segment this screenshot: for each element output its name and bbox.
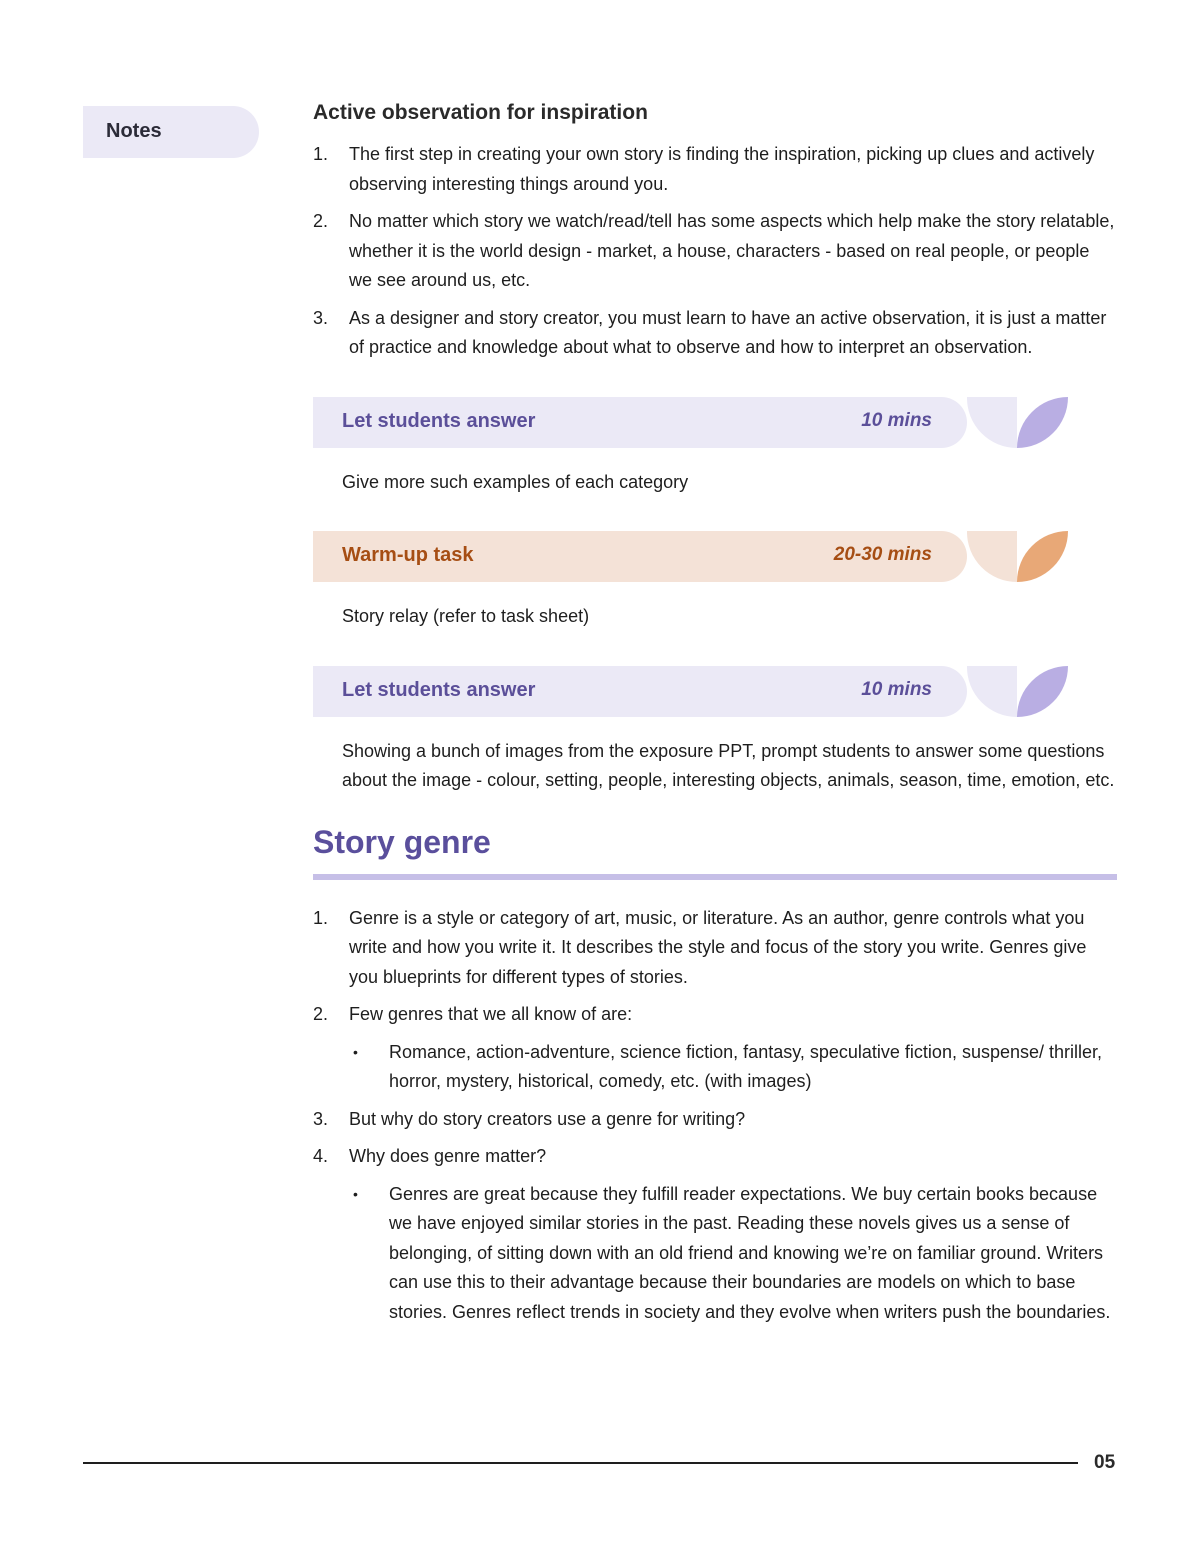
list-item: 2. Few genres that we all know of are: • Romance, action-adventure, science fiction, fantasy, speculative fiction, suspense/ thriller, horror, mystery, historical, comedy, etc. (with images) [313, 1000, 1117, 1097]
activity-time: 20-30 mins [833, 544, 932, 565]
activity-title: Let students answer [342, 678, 536, 701]
list-item: 2. No matter which story we watch/read/tell has some aspects which help make the story relatable, whether it is the world design - market, a house, characters - based on real people, or people we see around us, etc. [313, 211, 1115, 290]
activity-time: 10 mins [861, 409, 932, 431]
activity-title: Warm-up task [342, 544, 474, 566]
notes-label: Notes [83, 106, 259, 158]
activity-bar [313, 531, 967, 582]
activity-banner-let-students-answer [313, 666, 1117, 717]
activity-title: Let students answer [342, 409, 536, 432]
list-item: 3. As a designer and story creator, you must learn to have an active observation, it is just a matter of practice and knowledge about what to observe and how to interpret an observation. [313, 307, 1107, 357]
leaf-decoration-icon [967, 666, 1068, 717]
observation-list [313, 140, 1117, 363]
list-item: 3. But why do story creators use a genre for writing? [313, 1108, 746, 1129]
activity-bar [313, 397, 967, 448]
page-number: 05 [1094, 1452, 1116, 1473]
list-item: 1. The first step in creating your own story is finding the inspiration, picking up clues and actively observing interesting things around you. [313, 144, 1095, 194]
genre-list [313, 904, 1117, 1328]
activity-description: Showing a bunch of images from the exposure PPT, prompt students to answer some questions about the image - colour, setting, people, interesting objects, animals, season, time, emotion, etc. [342, 740, 1115, 790]
bullet-list [349, 1038, 1117, 1097]
footer-divider [83, 1462, 1078, 1464]
activity-banner-let-students-answer [313, 397, 1117, 448]
activity-description: Give more such examples of each category [342, 471, 689, 492]
bullet-list [349, 1180, 1117, 1328]
activity-description: Story relay (refer to task sheet) [342, 606, 590, 626]
list-item: 4. Why does genre matter? • Genres are great because they fulfill reader expectations. We buy certain books because we have enjoyed similar stories in the past. Reading these novels gives us a sense of belonging, of sitting down with an old friend and knowing we’re on familiar ground. Writers can use this to their advantage because their boundaries are models on which to base stories. Genres reflect trends in society and they evolve when writers push the boundaries. [313, 1142, 1117, 1327]
list-item: 1. Genre is a style or category of art, music, or literature. As an author, genre controls what you write and how you write it. It describes the style and focus of the story you write. Genres give you blueprints for different types of stories. [313, 907, 1087, 987]
leaf-decoration-icon [967, 397, 1068, 448]
observation-heading: Active observation for inspiration [313, 101, 648, 124]
bullet-item: • Romance, action-adventure, science fiction, fantasy, speculative fiction, suspense/ thriller, horror, mystery, historical, comedy, etc. (with images) [349, 1038, 1117, 1097]
leaf-decoration-icon [967, 531, 1068, 582]
activity-banner-warm-up-task [313, 531, 1117, 582]
activity-bar [313, 666, 967, 717]
main-content [313, 98, 1117, 1335]
activity-time: 10 mins [861, 678, 932, 700]
section-divider [313, 874, 1117, 880]
section-title: Story genre [313, 823, 491, 860]
bullet-item: • Genres are great because they fulfill reader expectations. We buy certain books because we have enjoyed similar stories in the past. Reading these novels gives us a sense of belonging, of sitting down with an old friend and knowing we’re on familiar ground. Writers can use this to their advantage because their boundaries are models on which to base stories. Genres reflect trends in society and they evolve when writers push the boundaries. [349, 1180, 1117, 1328]
